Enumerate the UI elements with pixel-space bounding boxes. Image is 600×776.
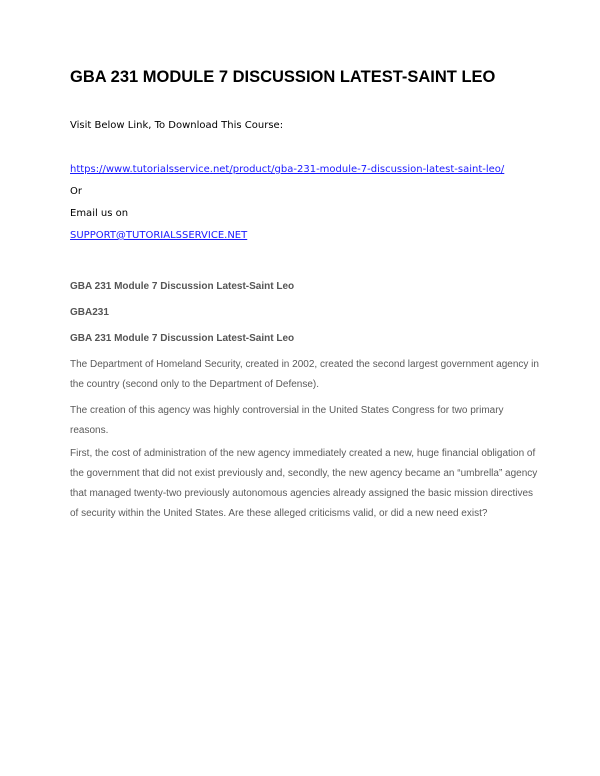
course-link[interactable]: https://www.tutorialsservice.net/product/gba-231-module-7-discussion-latest-saint-leo/ (70, 164, 505, 175)
visit-instruction: Visit Below Link, To Download This Course: (70, 120, 284, 131)
support-email-link[interactable]: SUPPORT@TUTORIALSSERVICE.NET (70, 230, 248, 241)
paragraph-2: The creation of this agency was highly controversial in the United States Congress for two primary reasons. (70, 405, 504, 436)
paragraph-3: First, the cost of administration of the new agency immediately created a new, huge financial obligation of the government that did not exist previously and, secondly, the new agency became an “umbrella” agency that managed twenty-two previously autonomous agencies already assigned the basic mission directives of security within the United States. Are these alleged criticisms valid, or did a new need exist? (70, 448, 538, 519)
paragraph-1: The Department of Homeland Security, created in 2002, created the second largest government agency in the country (second only to the Department of Defense). (70, 359, 539, 390)
content-heading-2: GBA 231 Module 7 Discussion Latest-Saint Leo (70, 333, 295, 344)
course-code: GBA231 (70, 307, 109, 318)
content-heading-1: GBA 231 Module 7 Discussion Latest-Saint Leo (70, 281, 295, 292)
support-email-line (70, 230, 247, 241)
course-link-line (70, 164, 504, 175)
email-label: Email us on (70, 208, 129, 219)
page-title: GBA 231 MODULE 7 DISCUSSION LATEST-SAINT LEO (70, 68, 496, 86)
or-text: Or (70, 186, 82, 197)
